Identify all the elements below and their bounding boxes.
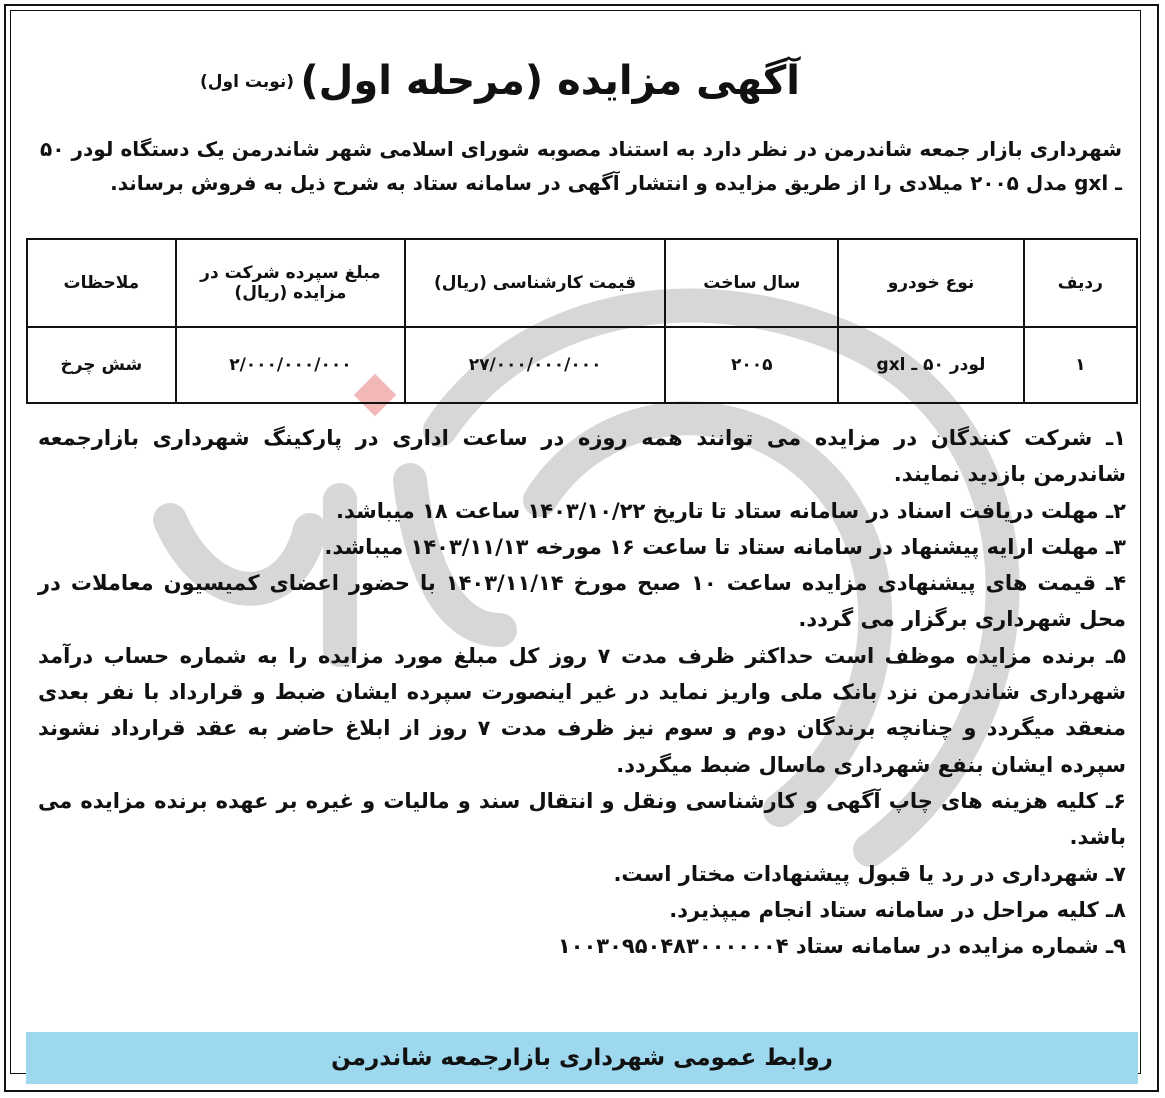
page-title: آگهی مزایده (مرحله اول) (300, 58, 800, 104)
cell-remarks: شش چرخ (27, 327, 176, 403)
condition-item: ۴ـ قیمت های پیشنهادی مزایده ساعت ۱۰ صبح مورخ ۱۴۰۳/۱۱/۱۴ با حضور اعضای کمیسیون معاملات در محل شهرداری برگزار می گردد. (38, 571, 1127, 632)
table-row (27, 327, 1137, 403)
cell-vehicle-type: لودر ۵۰ ـ gxl (838, 327, 1023, 403)
cell-expert-price: ۲۷/۰۰۰/۰۰۰/۰۰۰ (405, 327, 665, 403)
intro-paragraph: شهرداری بازار جمعه شاندرمن در نظر دارد به استناد مصوبه شورای اسلامی شهر شاندرمن یک دستگاه لودر ۵۰ ـ gxl مدل ۲۰۰۵ میلادی را از طریق مزایده و انتشار آگهی در سامانه ستاد به شرح ذیل به فروش برساند. (40, 137, 1122, 195)
condition-item: ۶ـ کلیه هزینه های چاپ آگهی و کارشناسی ونقل و انتقال سند و مالیات و غیره بر عهده برنده مزایده می باشد. (38, 788, 1126, 850)
auction-table (26, 238, 1138, 404)
condition-item: ۳ـ مهلت ارایه پیشنهاد در سامانه ستاد تا ساعت ۱۶ مورخه ۱۴۰۳/۱۱/۱۳ میباشد. (324, 534, 1126, 559)
condition-item: ۱ـ شرکت کنندگان در مزایده می توانند همه روزه در ساعت اداری در پارکینگ شهرداری بازارجمعه شاندرمن بازدید نمایند. (38, 426, 1126, 487)
header-remarks: ملاحظات (27, 239, 176, 327)
header-row-number: ردیف (1024, 239, 1137, 327)
title-note: (نوبت اول) (200, 72, 295, 92)
header-vehicle-type: نوع خودرو (838, 239, 1023, 327)
header-build-year: سال ساخت (665, 239, 838, 327)
cell-deposit-amount: ۲/۰۰۰/۰۰۰/۰۰۰ (176, 327, 405, 403)
condition-item: ۹ـ شماره مزایده در سامانه ستاد ۱۰۰۳۰۹۵۰۴۸۳۰۰۰۰۰۰۴ (557, 934, 1126, 959)
header-deposit-amount: مبلغ سپرده شرکت در مزایده (ریال) (176, 239, 405, 327)
table-header-row (27, 239, 1137, 327)
conditions-list (38, 420, 1126, 964)
header-expert-price: قیمت کارشناسی (ریال) (405, 239, 665, 327)
condition-item: ۷ـ شهرداری در رد یا قبول پیشنهادات مختار است. (613, 861, 1126, 886)
condition-item: ۸ـ کلیه مراحل در سامانه ستاد انجام میپذیرد. (669, 897, 1126, 922)
footer-public-relations: روابط عمومی شهرداری بازارجمعه شاندرمن (26, 1032, 1138, 1084)
cell-row-number: ۱ (1024, 327, 1137, 403)
condition-item: ۲ـ مهلت دریافت اسناد در سامانه ستاد تا تاریخ ۱۴۰۳/۱۰/۲۲ ساعت ۱۸ میباشد. (336, 498, 1126, 523)
condition-item: ۵ـ برنده مزایده موظف است حداکثر ظرف مدت ۷ روز کل مبلغ مورد مزایده را به شماره حساب درآمد شهرداری شاندرمن نزد بانک ملی واریز نماید در غیر اینصورت سپرده ایشان ضبط و قرارداد با نفر بعدی منعقد میگردد و چنانچه برندگان دوم و سوم نیز ظرف مدت ۷ روز از ابلاغ حاضر به عقد قرارداد نشوند سپرده ایشان بنفع شهرداری ماسال ضبط میگردد. (38, 643, 1126, 777)
cell-build-year: ۲۰۰۵ (665, 327, 838, 403)
